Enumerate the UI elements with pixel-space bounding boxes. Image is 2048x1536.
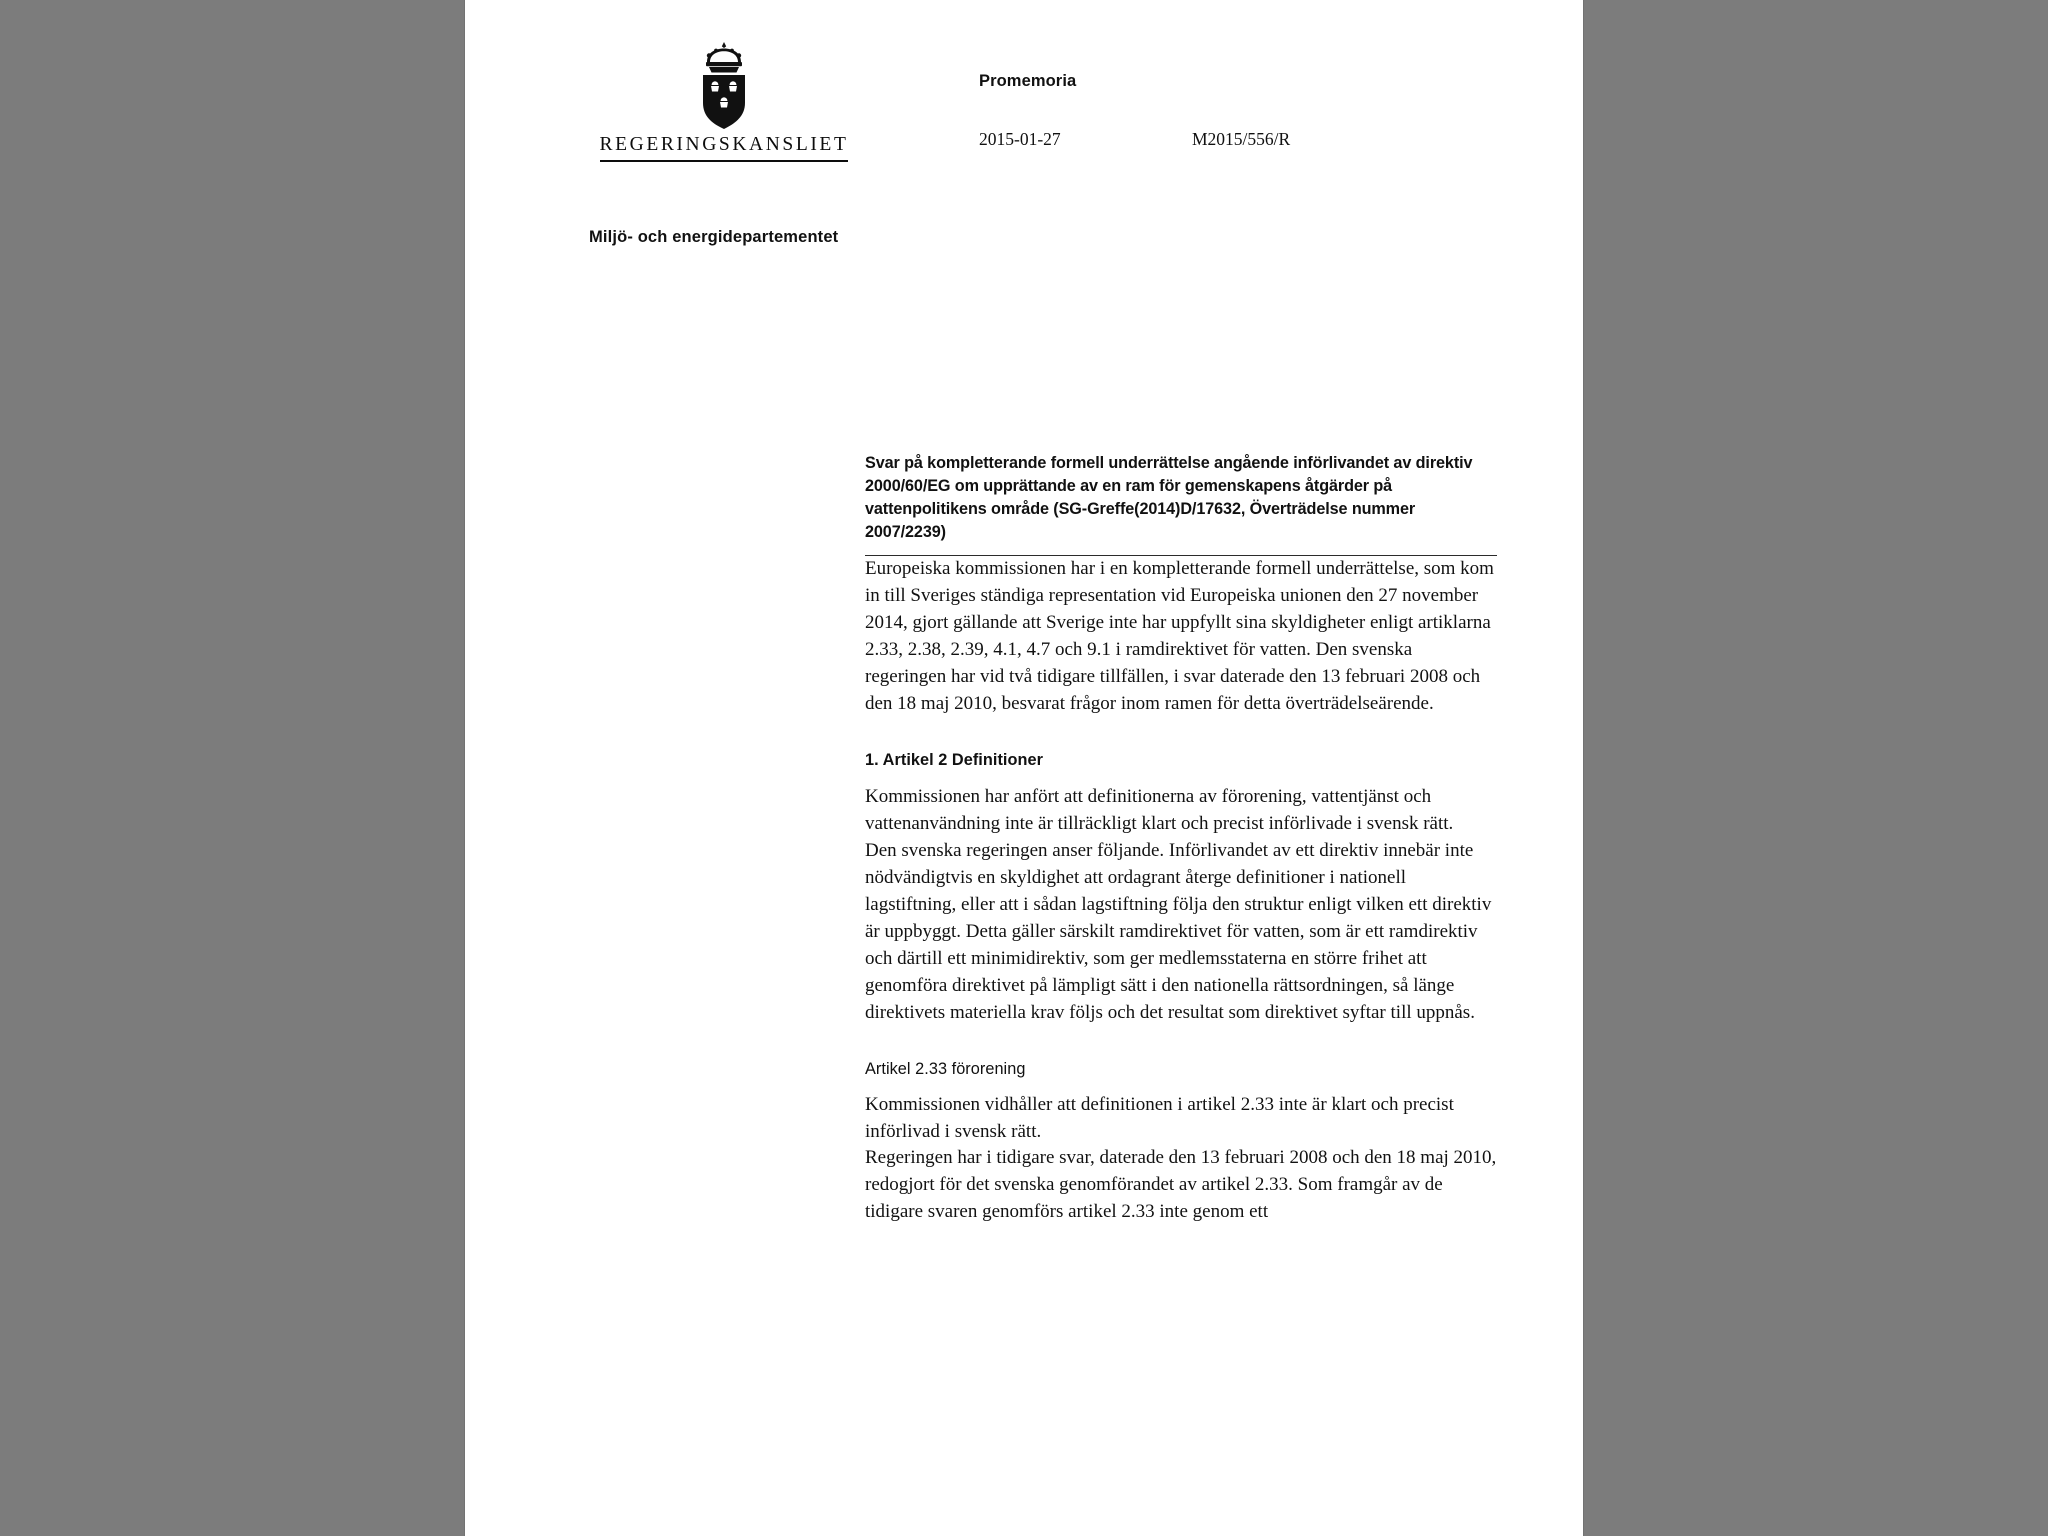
department-name: Miljö- och energidepartementet bbox=[589, 228, 839, 246]
regeringskansliet-logo bbox=[589, 40, 859, 162]
subsection-heading-artikel-2-33: Artikel 2.33 förorening bbox=[865, 1059, 1026, 1078]
document-body bbox=[865, 452, 1497, 1226]
section-heading-1: 1. Artikel 2 Definitioner bbox=[865, 750, 1043, 769]
intro-paragraph: Europeiska kommissionen har i en kompletterande formell underrättelse, som kom in till Sveriges ständiga representation vid Europeiska unionen den 27 november 2014, gjort gällande att Sverige inte har uppfyllt sina skyldigheter enligt artiklarna 2.33, 2.38, 2.39, 4.1, 4.7 och 9.1 i ramdirektivet för vatten. Den svenska regeringen har vid två tidigare tillfällen, i svar daterade den 13 februari 2008 och den 18 maj 2010, besvarat frågor inom ramen för detta överträdelseärende. bbox=[865, 558, 1494, 714]
subsection-paragraph-2: Regeringen har i tidigare svar, daterade den 13 februari 2008 och den 18 maj 2010, redogjort för det svenska genomförandet av artikel 2.33. Som framgår av de tidigare svaren genomförs artikel 2.33 inte genom ett bbox=[865, 1147, 1497, 1223]
document-date: 2015-01-27 bbox=[979, 129, 1061, 149]
section-1-paragraph-2: Den svenska regeringen anser följande. Införlivandet av ett direktiv innebär inte nödvändigtvis en skyldighet att ordagrant återge definitioner i nationell lagstiftning, eller att i sådan lagstiftning följa den struktur enligt vilken ett direktiv är uppbyggt. Detta gäller särskilt ramdirektivet för vatten, som är ett ramdirektiv och därtill ett minimidirektiv, som ger medlemsstaterna en större frihet att genomföra direktivet på lämpligt sätt i den nationella rättsordningen, så länge direktivets materiella krav följs och det resultat som direktivet syftar till uppnås. bbox=[865, 839, 1492, 1023]
logo-wordmark: REGERINGSKANSLIET bbox=[600, 134, 849, 162]
section-1-paragraph-1: Kommissionen har anfört att definitionerna av förorening, vattentjänst och vattenanvändning inte är tillräckligt klart och precist införlivade i svensk rätt. bbox=[865, 785, 1454, 834]
swedish-three-crowns-crest-icon bbox=[693, 40, 755, 132]
document-page bbox=[465, 0, 1583, 1536]
document-reference-number: M2015/556/R bbox=[1192, 129, 1291, 149]
document-title: Svar på kompletterande formell underrättelse angående införlivandet av direktiv 2000/60/EG om upprättande av en ram för gemenskapens åtgärder på vattenpolitikens område (SG-Greffe(2014)D/17632, Överträdelse nummer 2007/2239) bbox=[865, 452, 1497, 556]
document-type-label: Promemoria bbox=[979, 72, 1077, 90]
subsection-paragraph-1: Kommissionen vidhåller att definitionen i artikel 2.33 inte är klart och precist införlivad i svensk rätt. bbox=[865, 1093, 1454, 1142]
document-meta bbox=[979, 72, 1459, 150]
